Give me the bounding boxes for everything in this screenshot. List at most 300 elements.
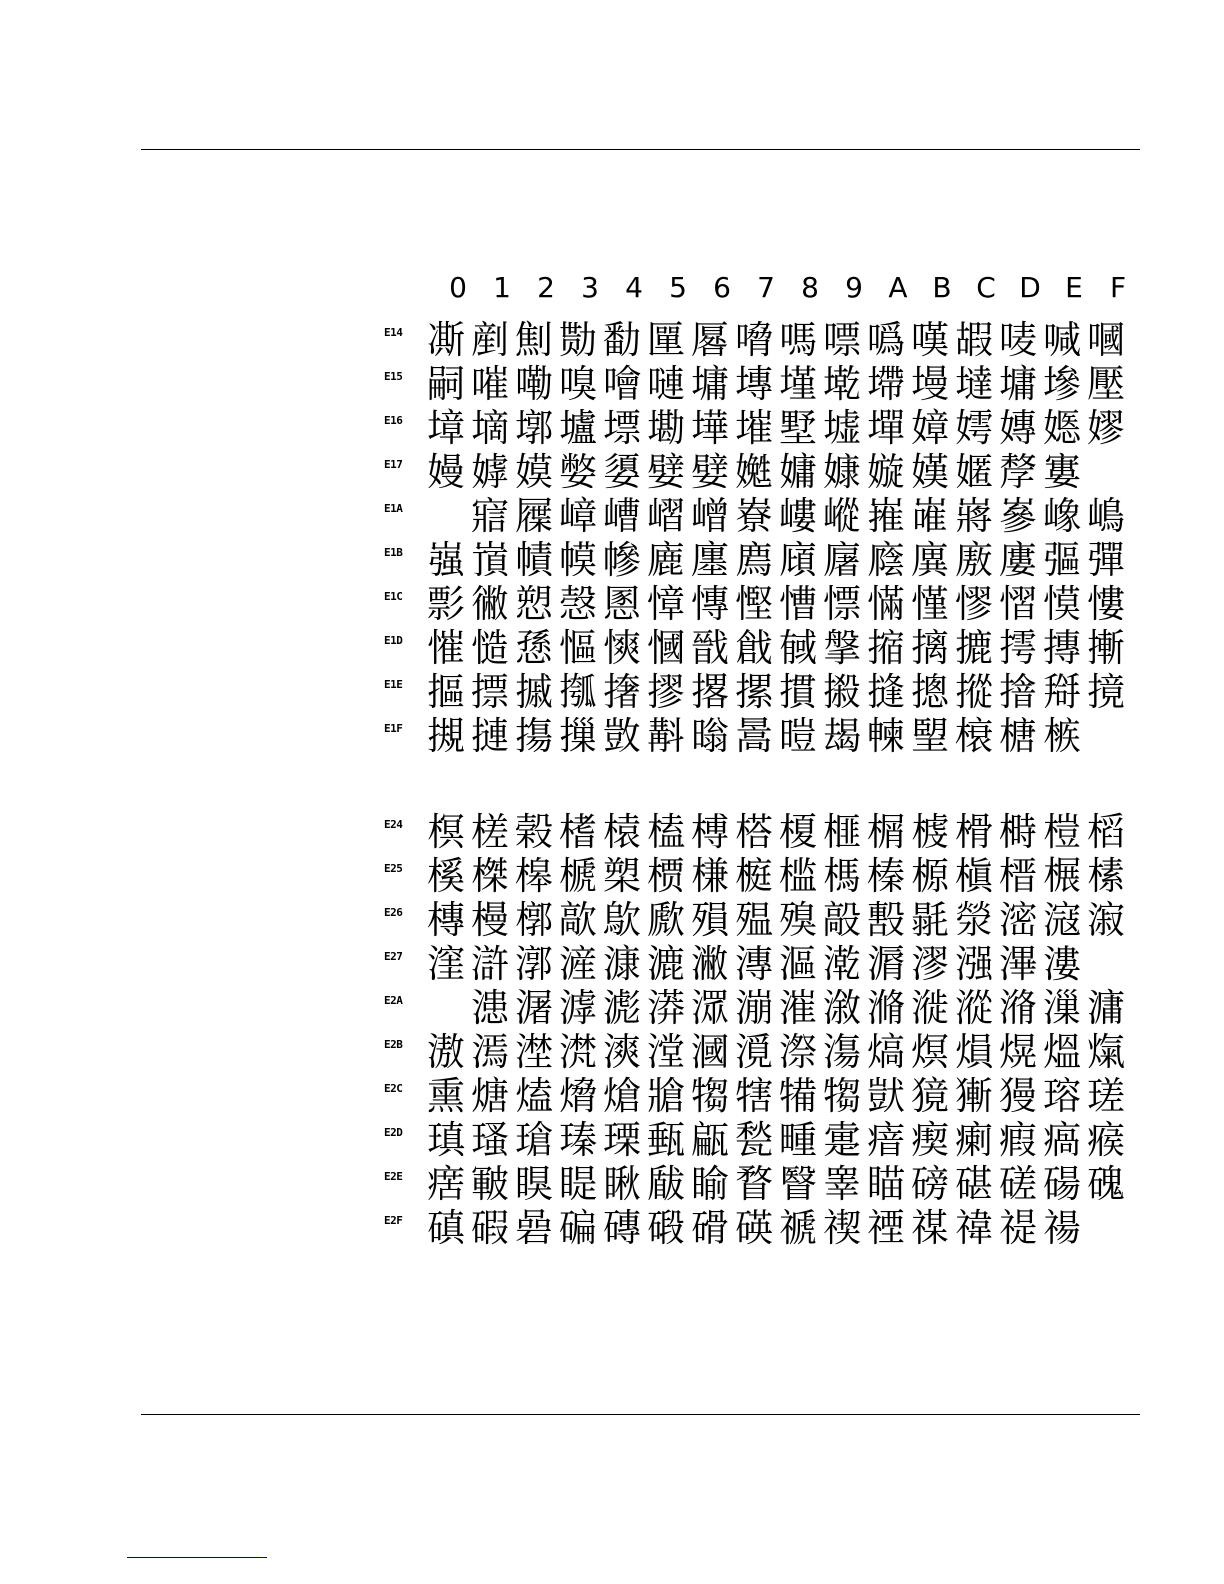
glyph-cell: 瞀 (734, 1162, 773, 1206)
glyph-cell: 嶆 (602, 494, 641, 538)
glyph-cell: 嶚 (734, 494, 773, 538)
glyph-cell: 墶 (954, 362, 993, 406)
glyph-cell: 殞 (690, 898, 729, 942)
glyph-cell: 榧 (822, 810, 861, 854)
glyph-cell: 墉 (998, 362, 1037, 406)
column-header-cell: B (932, 271, 952, 304)
glyph-cell: 彯 (426, 582, 465, 626)
glyph-cell: 漺 (602, 1030, 641, 1074)
glyph-cell: 毾 (910, 898, 949, 942)
column-header-cell: 1 (493, 271, 511, 304)
glyph-cell: 嫥 (998, 406, 1037, 450)
glyph-cell: 暟 (778, 714, 817, 758)
table-row (384, 810, 1128, 854)
glyph-cell (1084, 714, 1128, 758)
glyph-cell: 槏 (690, 854, 729, 898)
glyph-cell: 嶈 (954, 494, 993, 538)
glyph-cell: 嗎 (778, 318, 817, 362)
column-header-cell: 5 (669, 271, 687, 304)
glyph-cell: 慬 (910, 582, 949, 626)
glyph-cell: 嶑 (1042, 494, 1081, 538)
glyph-cell: 滮 (602, 986, 641, 1030)
glyph-cell: 瑵 (470, 1118, 509, 1162)
glyph-cell: 幓 (602, 538, 641, 582)
footer-link-underline (127, 1557, 267, 1558)
glyph-cell: 漭 (646, 986, 685, 1030)
glyph-cell: 漍 (690, 1030, 729, 1074)
glyph-cell: 滻 (558, 942, 597, 986)
glyph-cell: 摽 (470, 670, 509, 714)
glyph-cell: 唛 (998, 318, 1037, 362)
glyph-cell: 磈 (1086, 1162, 1125, 1206)
glyph-cell: 慓 (822, 582, 861, 626)
glyph-cell: 彄 (1042, 538, 1081, 582)
glyph-cell: 嫭 (470, 450, 509, 494)
glyph-cell: 榰 (558, 810, 597, 854)
glyph-cell: 嫪 (1086, 406, 1125, 450)
glyph-cell: 滹 (558, 986, 597, 1030)
glyph-cell: 廌 (734, 538, 773, 582)
glyph-cell: 慒 (778, 582, 817, 626)
glyph-cell: 嫚 (426, 450, 465, 494)
glyph-cell: 漮 (602, 942, 641, 986)
glyph-cell: 滫 (866, 986, 905, 1030)
glyph-cell: 嫟 (954, 450, 993, 494)
glyph-cell: 廔 (998, 538, 1037, 582)
glyph-cell: 愻 (514, 626, 553, 670)
row-label: E16 (384, 414, 403, 427)
glyph-cell: 畽 (778, 1118, 817, 1162)
glyph-cell: 榯 (998, 810, 1037, 854)
glyph-cell: 滼 (558, 1030, 597, 1074)
glyph-cell: 瘔 (426, 1162, 465, 1206)
glyph-cell: 滸 (470, 942, 509, 986)
glyph-cell: 壚 (558, 406, 597, 450)
glyph-cell: 禊 (822, 1206, 861, 1250)
table-row (384, 1030, 1128, 1074)
glyph-cell: 慖 (646, 626, 685, 670)
glyph-cell: 暡 (690, 714, 729, 758)
glyph-cell: 墇 (426, 406, 465, 450)
row-label: E1D (384, 634, 403, 647)
glyph-cell: 漥 (426, 942, 465, 986)
glyph-cell: 槨 (514, 898, 553, 942)
glyph-cell: 獍 (910, 1074, 949, 1118)
glyph-cell: 摐 (954, 670, 993, 714)
glyph-cell: 甂 (690, 1118, 729, 1162)
glyph-cell: 榿 (1042, 810, 1081, 854)
glyph-cell: 墁 (910, 362, 949, 406)
glyph-cell: 滵 (998, 898, 1037, 942)
glyph-cell: 摝 (954, 626, 993, 670)
glyph-cell: 摫 (426, 714, 465, 758)
glyph-cell: 榎 (778, 810, 817, 854)
glyph-cell: 墋 (1042, 362, 1081, 406)
glyph-cell: 禔 (998, 1206, 1037, 1250)
glyph-cell: 摙 (470, 714, 509, 758)
glyph-cell: 勫 (602, 318, 641, 362)
glyph-cell: 嘓 (1086, 318, 1125, 362)
glyph-cell: 墂 (602, 406, 641, 450)
glyph-cell: 塼 (734, 362, 773, 406)
glyph-cell: 瘈 (910, 1118, 949, 1162)
glyph-cell: 疐 (822, 1118, 861, 1162)
glyph-cell: 獃 (866, 1074, 905, 1118)
row-label: E2B (384, 1038, 403, 1051)
glyph-cell: 碭 (1042, 1162, 1081, 1206)
row-label: E2E (384, 1170, 403, 1183)
glyph-cell: 禓 (1042, 1206, 1081, 1250)
glyph-cell: 漞 (734, 1030, 773, 1074)
glyph-cell: 喊 (1042, 318, 1081, 362)
glyph-cell: 慁 (602, 582, 641, 626)
glyph-cell: 慛 (426, 626, 465, 670)
header-rule (141, 149, 1140, 150)
glyph-cell: 漃 (1086, 898, 1125, 942)
glyph-cell: 禠 (778, 1206, 817, 1250)
glyph-cell: 磋 (998, 1162, 1037, 1206)
glyph-cell: 榛 (866, 854, 905, 898)
glyph-cell: 歊 (558, 898, 597, 942)
row-label: E2D (384, 1126, 403, 1139)
glyph-cell: 瑲 (514, 1118, 553, 1162)
glyph-cell: 暠 (734, 714, 773, 758)
glyph-cell: 嫮 (954, 406, 993, 450)
glyph-cell: 熗 (602, 1074, 641, 1118)
glyph-cell: 厬 (690, 318, 729, 362)
glyph-cell: 榐 (1042, 854, 1081, 898)
glyph-cell: 嬖 (690, 450, 729, 494)
glyph-cell: 滶 (426, 1030, 465, 1074)
glyph-cell: 廘 (646, 538, 685, 582)
glyph-cell: 墎 (514, 406, 553, 450)
table-row (384, 538, 1128, 582)
glyph-cell: 榗 (998, 854, 1037, 898)
glyph-cell: 墑 (470, 406, 509, 450)
glyph-cell: 槊 (602, 854, 641, 898)
glyph-cell: 慳 (734, 582, 773, 626)
glyph-cell: 漎 (954, 986, 993, 1030)
glyph-cell: 嗣 (426, 362, 465, 406)
glyph-cell: 嫫 (514, 450, 553, 494)
glyph-cell: 摋 (822, 670, 861, 714)
glyph-cell: 禖 (910, 1206, 949, 1250)
glyph-cell: 榱 (954, 714, 993, 758)
glyph-cell: 慪 (558, 626, 597, 670)
table-row (384, 1074, 1128, 1118)
glyph-cell: 漚 (778, 942, 817, 986)
glyph-cell: 瘊 (1086, 1118, 1125, 1162)
glyph-cell: 戫 (778, 626, 817, 670)
table-row (384, 318, 1128, 362)
glyph-cell: 嶊 (866, 494, 905, 538)
glyph-cell: 摴 (998, 626, 1037, 670)
glyph-cell: 摍 (866, 626, 905, 670)
table-row (384, 1206, 1128, 1250)
table-row (384, 494, 1128, 538)
glyph-cell: 嶍 (646, 494, 685, 538)
row-label: E26 (384, 906, 403, 919)
glyph-cell: 徶 (470, 582, 509, 626)
row-label: E17 (384, 458, 403, 471)
glyph-cell: 瑢 (1042, 1074, 1081, 1118)
row-label: E15 (384, 370, 403, 383)
glyph-cell: 墐 (778, 362, 817, 406)
glyph-cell: 嫕 (1042, 406, 1081, 450)
glyph-cell: 漟 (646, 1030, 685, 1074)
glyph-cell: 熉 (954, 1030, 993, 1074)
glyph-cell: 摞 (734, 670, 773, 714)
glyph-cell: 磚 (602, 1206, 641, 1250)
glyph-cell: 慔 (1042, 582, 1081, 626)
glyph-cell: 瘑 (1042, 1118, 1081, 1162)
table-row (384, 854, 1128, 898)
glyph-cell: 熐 (910, 1030, 949, 1074)
glyph-cell: 嶋 (1086, 494, 1125, 538)
glyph-cell: 漹 (470, 1030, 509, 1074)
column-header-cell: F (1109, 271, 1127, 304)
glyph-cell: 凘 (426, 318, 465, 362)
glyph-cell: 朅 (822, 714, 861, 758)
table-row (384, 714, 1128, 758)
glyph-cell: 榬 (602, 810, 641, 854)
glyph-cell: 廙 (910, 538, 949, 582)
glyph-cell: 潳 (514, 986, 553, 1030)
glyph-cell: 瘖 (866, 1118, 905, 1162)
table-row (384, 942, 1128, 986)
glyph-cell: 嫝 (822, 450, 861, 494)
glyph-cell: 槉 (1042, 714, 1081, 758)
column-header-cell: 7 (757, 271, 775, 304)
row-label: E25 (384, 862, 403, 875)
glyph-cell: 摜 (778, 670, 817, 714)
glyph-cell: 漜 (514, 1030, 553, 1074)
glyph-cell: 墅 (778, 406, 817, 450)
glyph-cell: 榑 (690, 810, 729, 854)
row-label: E2C (384, 1082, 403, 1095)
glyph-cell: 榞 (910, 854, 949, 898)
glyph-cell: 漧 (822, 942, 861, 986)
glyph-cell: 慴 (998, 582, 1037, 626)
glyph-cell: 睼 (558, 1162, 597, 1206)
glyph-cell: 摿 (998, 670, 1037, 714)
glyph-cell (1084, 450, 1128, 494)
glyph-cell: 漻 (910, 942, 949, 986)
glyph-cell: 嵾 (998, 494, 1037, 538)
glyph-cell: 漈 (778, 1030, 817, 1074)
glyph-cell: 碫 (646, 1206, 685, 1250)
glyph-cell: 槇 (954, 854, 993, 898)
glyph-cell: 嶒 (690, 494, 729, 538)
glyph-cell: 潃 (998, 986, 1037, 1030)
glyph-cell (424, 986, 468, 1030)
glyph-cell: 瑱 (426, 1118, 465, 1162)
glyph-cell: 嘏 (954, 318, 993, 362)
row-label: E1F (384, 722, 403, 735)
glyph-cell: 榹 (558, 854, 597, 898)
glyph-cell: 戧 (734, 626, 773, 670)
table-row (384, 1118, 1128, 1162)
glyph-cell: 漇 (910, 986, 949, 1030)
table-row (384, 582, 1128, 626)
glyph-cell: 孷 (998, 450, 1037, 494)
glyph-cell: 槔 (514, 854, 553, 898)
glyph-cell: 漵 (822, 986, 861, 1030)
glyph-cell: 漷 (514, 942, 553, 986)
glyph-cell: 朄 (866, 714, 905, 758)
glyph-cell: 墔 (734, 406, 773, 450)
glyph-cell: 犓 (822, 1074, 861, 1118)
column-header-cell: D (1019, 271, 1041, 304)
row-label: E24 (384, 818, 403, 831)
glyph-cell (1084, 1206, 1128, 1250)
glyph-cell: 噲 (602, 362, 641, 406)
glyph-cell: 嫜 (910, 406, 949, 450)
glyph-cell: 榠 (426, 810, 465, 854)
glyph-cell: 廎 (778, 538, 817, 582)
glyph-cell: 瞂 (646, 1162, 685, 1206)
glyph-cell: 獌 (998, 1074, 1037, 1118)
glyph-cell: 熁 (558, 1074, 597, 1118)
glyph-cell: 墟 (822, 406, 861, 450)
glyph-cell: 摥 (514, 714, 553, 758)
glyph-cell: 瑳 (1086, 1074, 1125, 1118)
glyph-cell: 榤 (470, 854, 509, 898)
glyph-cell: 嶉 (910, 494, 949, 538)
code-table-block-e14-e1f (384, 318, 1128, 758)
glyph-cell: 摳 (426, 670, 465, 714)
glyph-cell: 瞅 (602, 1162, 641, 1206)
glyph-cell: 潎 (690, 942, 729, 986)
table-row (384, 898, 1128, 942)
glyph-cell: 犓 (690, 1074, 729, 1118)
code-table-block-e24-e2f (384, 810, 1128, 1250)
glyph-cell: 嫞 (778, 450, 817, 494)
glyph-cell: 漶 (470, 986, 509, 1030)
glyph-cell: 槚 (646, 854, 685, 898)
glyph-cell: 愬 (514, 582, 553, 626)
glyph-cell: 碥 (558, 1206, 597, 1250)
glyph-cell: 廜 (822, 538, 861, 582)
glyph-cell: 榡 (1086, 854, 1125, 898)
glyph-cell: 慞 (646, 582, 685, 626)
glyph-cell: 嬖 (646, 450, 685, 494)
glyph-cell: 摓 (866, 670, 905, 714)
glyph-cell: 噅 (866, 318, 905, 362)
table-row (384, 1162, 1128, 1206)
column-header-cell: A (888, 271, 908, 304)
glyph-cell: 榪 (822, 854, 861, 898)
table-row (384, 362, 1128, 406)
glyph-cell: 慲 (866, 582, 905, 626)
glyph-cell: 摎 (646, 670, 685, 714)
glyph-cell: 慥 (470, 626, 509, 670)
glyph-cell: 撦 (602, 670, 641, 714)
glyph-cell: 嫳 (558, 450, 597, 494)
glyph-cell: 搫 (822, 626, 861, 670)
glyph-cell: 嬃 (602, 450, 641, 494)
glyph-cell: 嗋 (734, 318, 773, 362)
glyph-cell: 牄 (646, 1074, 685, 1118)
glyph-cell: 歍 (602, 898, 641, 942)
glyph-cell: 嘞 (514, 362, 553, 406)
glyph-cell: 摦 (558, 670, 597, 714)
glyph-cell: 漊 (1042, 942, 1081, 986)
glyph-cell: 廛 (690, 538, 729, 582)
glyph-cell: 皸 (470, 1162, 509, 1206)
glyph-cell: 摲 (1086, 626, 1125, 670)
glyph-cell: 漰 (734, 986, 773, 1030)
row-label: E27 (384, 950, 403, 963)
glyph-cell (1084, 942, 1128, 986)
glyph-cell: 甀 (646, 1118, 685, 1162)
glyph-cell: 槄 (1086, 810, 1125, 854)
glyph-cell: 彈 (1086, 538, 1125, 582)
row-label: E1B (384, 546, 403, 559)
glyph-cell: 熀 (998, 1030, 1037, 1074)
glyph-cell: 嵷 (822, 494, 861, 538)
glyph-cell: 墆 (866, 362, 905, 406)
glyph-cell: 廕 (866, 538, 905, 582)
glyph-cell: 漉 (646, 942, 685, 986)
glyph-cell: 嶁 (778, 494, 817, 538)
glyph-cell: 毄 (866, 898, 905, 942)
glyph-cell: 瞁 (514, 1162, 553, 1206)
glyph-cell: 殠 (778, 898, 817, 942)
glyph-cell: 磌 (426, 1206, 465, 1250)
glyph-cell: 槫 (426, 898, 465, 942)
glyph-cell: 嗺 (470, 362, 509, 406)
glyph-cell: 寠 (1042, 450, 1081, 494)
glyph-cell: 磆 (690, 1206, 729, 1250)
glyph-cell: 熇 (866, 1030, 905, 1074)
glyph-cell: 榩 (910, 810, 949, 854)
column-header-row (436, 268, 1140, 308)
glyph-cell: 滭 (998, 942, 1037, 986)
glyph-cell: 漅 (1042, 986, 1081, 1030)
glyph-cell: 滱 (1042, 898, 1081, 942)
row-label: E1E (384, 678, 403, 691)
glyph-cell: 殟 (734, 898, 773, 942)
glyph-cell: 戩 (690, 626, 729, 670)
glyph-cell: 搿 (1042, 670, 1081, 714)
glyph-cell: 槎 (470, 810, 509, 854)
glyph-cell: 墘 (822, 362, 861, 406)
glyph-cell: 毃 (822, 898, 861, 942)
glyph-cell: 慱 (690, 582, 729, 626)
glyph-cell: 墠 (866, 406, 905, 450)
glyph-cell: 慺 (1086, 582, 1125, 626)
glyph-cell: 熏 (426, 1074, 465, 1118)
row-label: E2A (384, 994, 403, 1007)
glyph-cell: 剷 (470, 318, 509, 362)
row-label: E2F (384, 1214, 403, 1227)
row-label: E1A (384, 502, 403, 515)
glyph-cell: 嗹 (646, 362, 685, 406)
glyph-cell: 漙 (734, 942, 773, 986)
glyph-cell: 煻 (470, 1074, 509, 1118)
glyph-cell: 榖 (514, 810, 553, 854)
glyph-cell: 碞 (514, 1206, 553, 1250)
glyph-cell: 嵹 (426, 538, 465, 582)
column-header-cell: 0 (449, 271, 467, 304)
column-header-cell: 6 (713, 271, 731, 304)
table-row (384, 670, 1128, 714)
glyph-cell: 摬 (1086, 670, 1125, 714)
glyph-cell: 漒 (954, 942, 993, 986)
column-header-cell: C (976, 271, 996, 304)
glyph-cell: 犗 (734, 1074, 773, 1118)
